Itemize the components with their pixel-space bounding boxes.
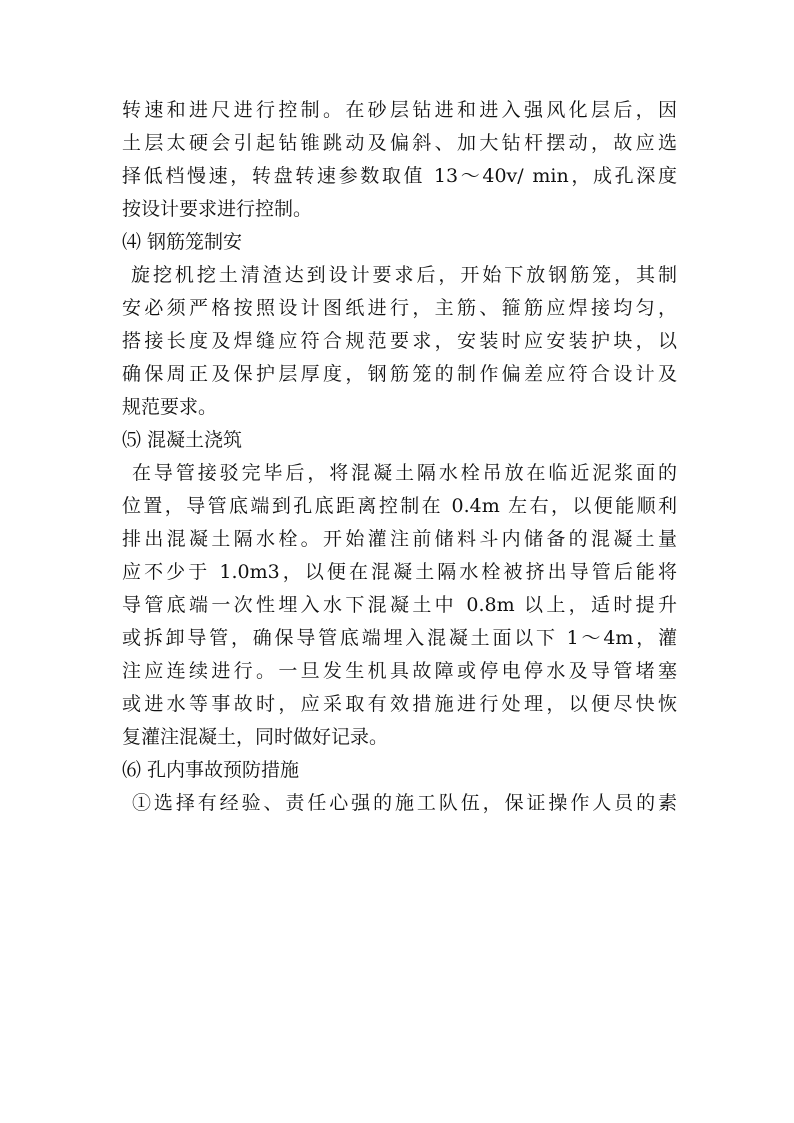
paragraph-2-line-4: 确保周正及保护层厚度，钢筋笼的制作偏差应符合设计及 (122, 363, 677, 385)
paragraph-3-line-8: 或进水等事故时，应采取有效措施进行处理，以便尽快恢 (122, 693, 677, 715)
section-heading-5: ⑸ 混凝土浇筑 (122, 429, 243, 451)
paragraph-1-line-3: 择低档慢速，转盘转速参数取值 13～40v/ min，成孔深度 (122, 165, 677, 187)
section-heading-4: ⑷ 钢筋笼制安 (122, 231, 243, 253)
paragraph-3-line-5: 导管底端一次性埋入水下混凝土中 0.8m 以上，适时提升 (122, 594, 677, 616)
section-heading-6: ⑹ 孔内事故预防措施 (122, 759, 300, 781)
paragraph-3-line-6: 或拆卸导管，确保导管底端埋入混凝土面以下 1～4m，灌 (122, 627, 677, 649)
paragraph-3-line-4: 应不少于 1.0m3，以便在混凝土隔水栓被挤出导管后能将 (122, 561, 677, 583)
paragraph-3-line-9: 复灌注混凝土，同时做好记录。 (122, 726, 389, 748)
paragraph-2-line-3: 搭接长度及焊缝应符合规范要求，安装时应安装护块，以 (122, 330, 677, 352)
paragraph-2-line-2: 安必须严格按照设计图纸进行，主筋、箍筋应焊接均匀， (122, 297, 677, 319)
paragraph-1-line-2: 土层太硬会引起钻锥跳动及偏斜、加大钻杆摆动，故应选 (122, 132, 677, 154)
paragraph-3-line-3: 排出混凝土隔水栓。开始灌注前储料斗内储备的混凝土量 (122, 528, 677, 550)
paragraph-1-line-4: 按设计要求进行控制。 (122, 198, 313, 220)
paragraph-1-line-1: 转速和进尺进行控制。在砂层钻进和进入强风化层后，因 (122, 99, 677, 121)
paragraph-3-line-7: 注应连续进行。一旦发生机具故障或停电停水及导管堵塞 (122, 660, 677, 682)
paragraph-3-line-1: 在导管接驳完毕后，将混凝土隔水栓吊放在临近泥浆面的 (132, 462, 677, 484)
paragraph-4-line-1: ①选择有经验、责任心强的施工队伍，保证操作人员的素 (132, 792, 677, 814)
paragraph-2-line-1: 旋挖机挖土清渣达到设计要求后，开始下放钢筋笼，其制 (131, 264, 677, 286)
paragraph-2-line-5: 规范要求。 (122, 396, 218, 418)
document-body (122, 94, 677, 820)
paragraph-3-line-2: 位置，导管底端到孔底距离控制在 0.4m 左右，以便能顺利 (122, 495, 677, 517)
